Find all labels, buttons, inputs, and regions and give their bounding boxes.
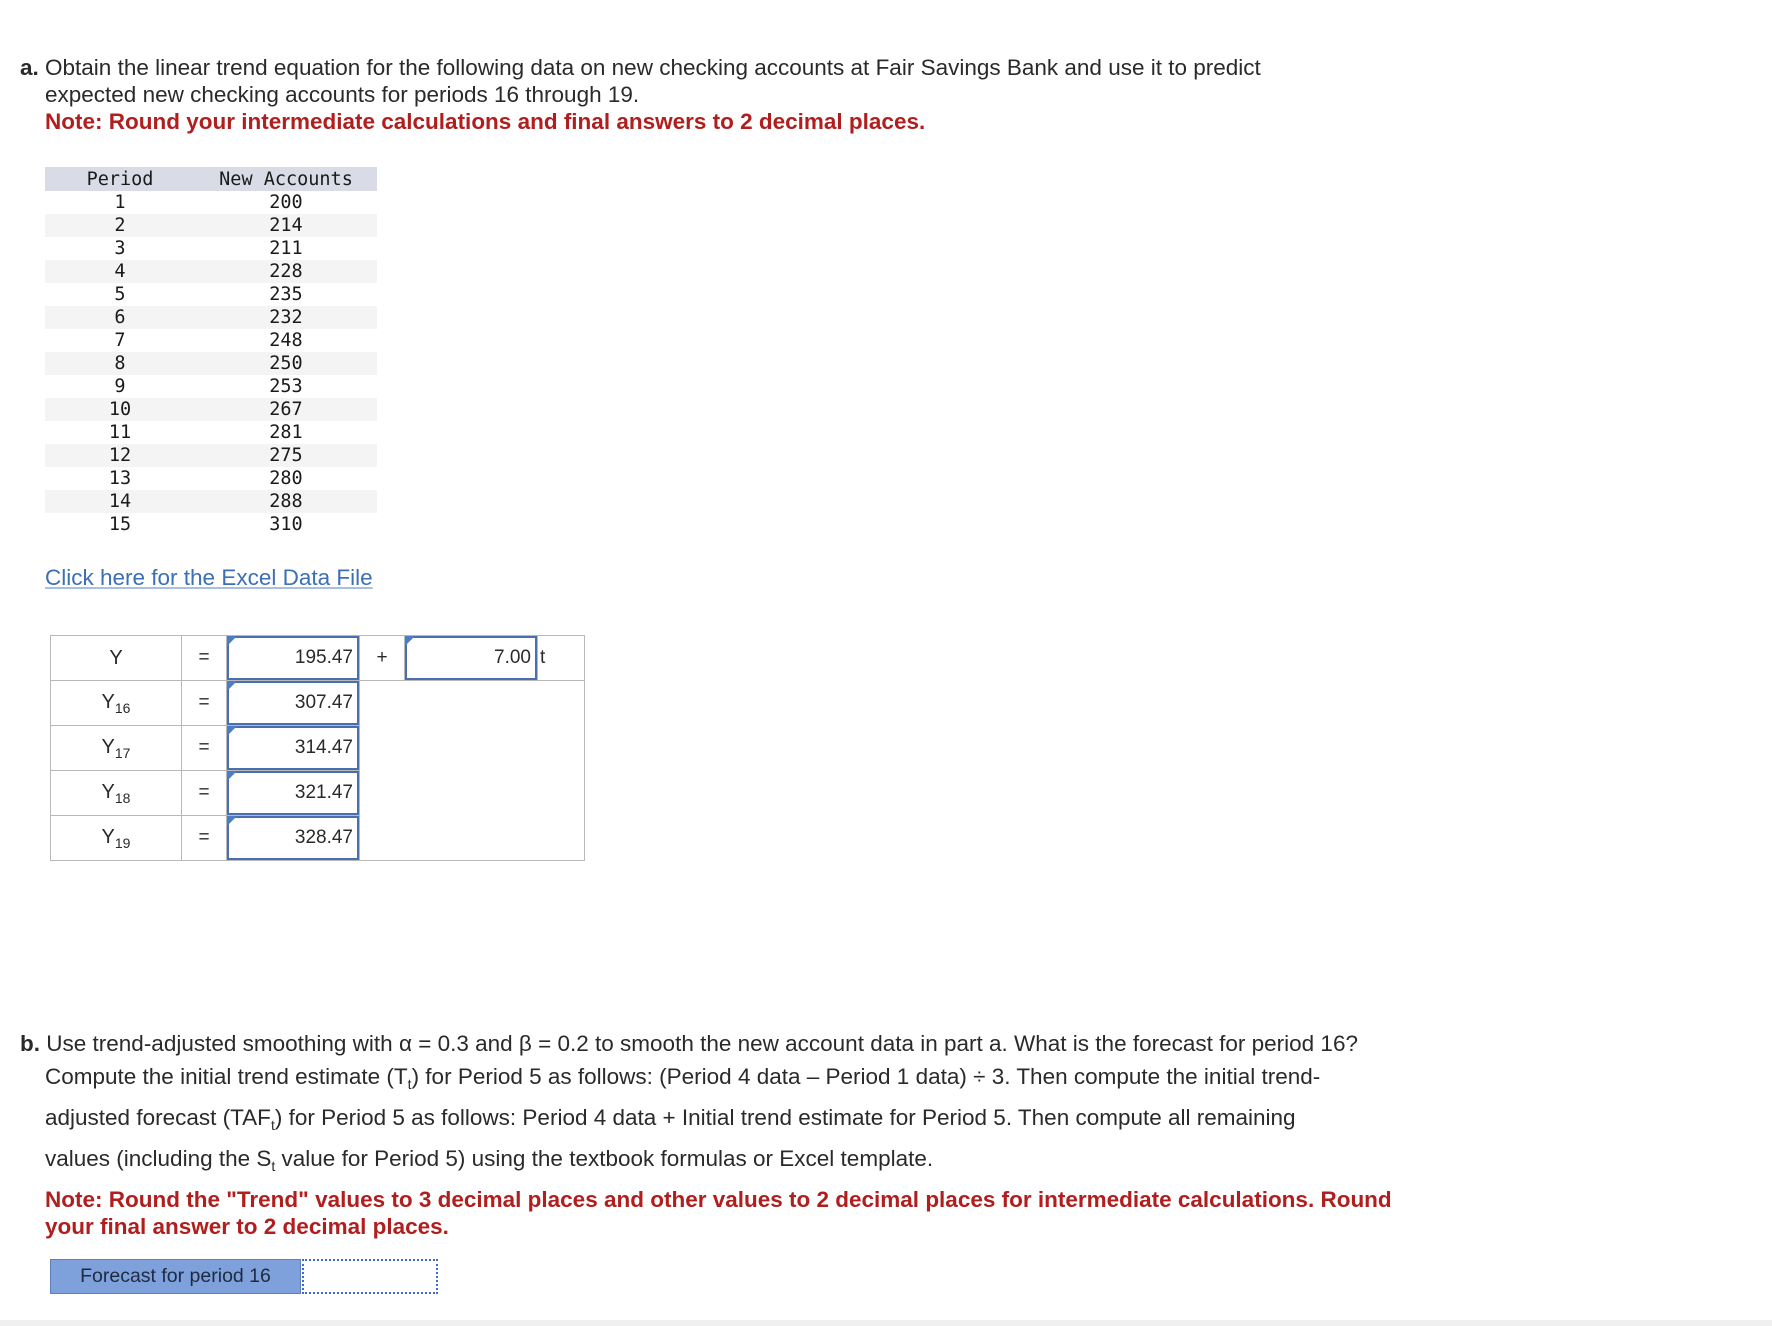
- part-a-question: [20, 54, 1520, 135]
- y-subscript: 19: [114, 834, 131, 851]
- part-b-question: [20, 1027, 1520, 1240]
- y19-label: [51, 816, 182, 861]
- part-b-line2: [20, 1060, 1520, 1101]
- table-row: [45, 490, 377, 513]
- answer-marker-icon: [227, 726, 237, 736]
- part-b-text3b: ) for Period 5 as follows: Period 4 data + Initial trend estimate for Period 5. Then compute all remaining: [274, 1105, 1296, 1130]
- answer-table: [50, 635, 585, 861]
- period-cell: 7: [114, 330, 126, 351]
- accounts-cell: 267: [195, 398, 377, 421]
- y-base: Y: [101, 780, 115, 803]
- part-a-label: a.: [20, 55, 39, 80]
- table-row: [45, 260, 377, 283]
- accounts-cell: 235: [269, 284, 303, 305]
- y18-label: [51, 771, 182, 816]
- accounts-cell: 310: [269, 514, 303, 535]
- part-b-note: [20, 1186, 1520, 1240]
- accounts-cell: 200: [269, 192, 303, 213]
- answer-marker-icon: [227, 771, 237, 781]
- slope-input[interactable]: [405, 636, 537, 680]
- y17-value: 314.47: [294, 737, 353, 758]
- table-row: [45, 467, 377, 490]
- blank-cell: [360, 816, 585, 861]
- y17-cell: [227, 726, 360, 771]
- forecast-row: [51, 726, 585, 771]
- table-row: [45, 237, 377, 260]
- part-b-text3a: adjusted forecast (TAF: [45, 1105, 271, 1130]
- table-row: [45, 513, 377, 536]
- y17-input[interactable]: [227, 726, 359, 770]
- accounts-cell: 275: [195, 444, 377, 467]
- answer-marker-icon: [227, 681, 237, 691]
- intercept-cell: [227, 636, 360, 681]
- table-row: [45, 283, 377, 306]
- accounts-cell: 288: [195, 490, 377, 513]
- part-b-text4b: value for Period 5) using the textbook formulas or Excel template.: [275, 1146, 934, 1171]
- period-cell: 3: [114, 238, 126, 259]
- part-b-line3: [20, 1101, 1520, 1142]
- table-row: [45, 421, 377, 444]
- answer-marker-icon: [227, 636, 237, 646]
- y16-label: [51, 681, 182, 726]
- period-cell: 11: [108, 422, 132, 443]
- period-cell: 12: [45, 444, 195, 467]
- y16-value: 307.47: [294, 692, 353, 713]
- period-cell: 6: [45, 306, 195, 329]
- trend-equation-row: [51, 636, 585, 681]
- part-b-text2a: Compute the initial trend estimate (T: [45, 1064, 408, 1089]
- part-b-label: b.: [20, 1031, 40, 1056]
- y-base: Y: [101, 825, 115, 848]
- part-b-text4a: values (including the S: [45, 1146, 272, 1171]
- accounts-cell: 250: [195, 352, 377, 375]
- part-a-note: Note: Round your intermediate calculations and final answers to 2 decimal places.: [45, 109, 926, 134]
- data-table-header: [45, 167, 377, 191]
- period-cell: 8: [45, 352, 195, 375]
- header-period: Period: [45, 167, 195, 191]
- accounts-cell: 281: [269, 422, 303, 443]
- part-b-text1: Use trend-adjusted smoothing with α = 0.3 and β = 0.2 to smooth the new account data in part a. What is the forecast for period 16?: [46, 1031, 1358, 1056]
- equals-sign: =: [182, 771, 227, 816]
- y18-cell: [227, 771, 360, 816]
- equals-sign: =: [182, 816, 227, 861]
- accounts-cell: 211: [269, 238, 303, 259]
- accounts-cell: 253: [269, 376, 303, 397]
- period-cell: 1: [114, 192, 126, 213]
- y-subscript: 18: [114, 789, 131, 806]
- equals-sign: =: [182, 681, 227, 726]
- accounts-cell: 214: [195, 214, 377, 237]
- y19-value: 328.47: [294, 827, 353, 848]
- period-cell: 15: [108, 514, 132, 535]
- table-row: [45, 329, 377, 352]
- y19-cell: [227, 816, 360, 861]
- bottom-divider: [0, 1320, 1772, 1326]
- t-suffix: t: [538, 636, 585, 681]
- y-base: Y: [101, 735, 115, 758]
- part-a-line1: [20, 54, 1520, 81]
- forecast-16-label: Forecast for period 16: [50, 1259, 301, 1294]
- answer-marker-icon: [227, 816, 237, 826]
- part-a-line2: expected new checking accounts for periods 16 through 19.: [45, 82, 640, 107]
- y16-input[interactable]: [227, 681, 359, 725]
- subscript-t: t: [270, 1117, 275, 1133]
- period-cell: 4: [45, 260, 195, 283]
- slope-cell: [405, 636, 538, 681]
- intercept-value: 195.47: [294, 647, 353, 668]
- answer-marker-icon: [405, 636, 415, 646]
- y-subscript: 16: [114, 699, 131, 716]
- plus-sign: +: [360, 636, 405, 681]
- part-b-line4: [20, 1142, 1520, 1183]
- subscript-t: t: [407, 1076, 412, 1092]
- accounts-cell: 232: [195, 306, 377, 329]
- table-row: [45, 306, 377, 329]
- table-row: [45, 214, 377, 237]
- forecast-row: [51, 816, 585, 861]
- period-cell: 9: [114, 376, 126, 397]
- part-a-text1: Obtain the linear trend equation for the following data on new checking accounts at Fair Savings Bank and use it to predict: [45, 55, 1261, 80]
- part-b-note-line2: your final answer to 2 decimal places.: [45, 1214, 449, 1239]
- part-b-line1: [20, 1027, 1520, 1060]
- accounts-cell: 248: [269, 330, 303, 351]
- y17-label: [51, 726, 182, 771]
- y18-input[interactable]: [227, 771, 359, 815]
- forecast-16-input[interactable]: [302, 1259, 438, 1294]
- y16-cell: [227, 681, 360, 726]
- y-subscript: 17: [114, 744, 131, 761]
- table-row: [45, 352, 377, 375]
- data-table: [45, 167, 377, 536]
- period-cell: 13: [108, 468, 132, 489]
- forecast-row: [51, 771, 585, 816]
- table-row: [45, 375, 377, 398]
- table-row: [45, 398, 377, 421]
- period-cell: 14: [45, 490, 195, 513]
- accounts-cell: 228: [195, 260, 377, 283]
- equals-sign: =: [182, 636, 227, 681]
- blank-cell: [360, 726, 585, 771]
- period-cell: 10: [45, 398, 195, 421]
- slope-value: 7.00: [494, 647, 531, 668]
- table-row: [45, 191, 377, 214]
- table-row: [45, 444, 377, 467]
- part-b-note-line1: Note: Round the "Trend" values to 3 decimal places and other values to 2 decimal places for intermediate calculations. Round: [45, 1187, 1392, 1212]
- header-new-accounts: New Accounts: [195, 167, 377, 191]
- subscript-t: t: [271, 1158, 276, 1174]
- y18-value: 321.47: [294, 782, 353, 803]
- y19-input[interactable]: [227, 816, 359, 860]
- y-label: Y: [51, 636, 182, 681]
- blank-cell: [360, 771, 585, 816]
- period-cell: 2: [45, 214, 195, 237]
- part-b-text2b: ) for Period 5 as follows: (Period 4 data – Period 1 data) ÷ 3. Then compute the initial trend-: [411, 1064, 1321, 1089]
- equals-sign: =: [182, 726, 227, 771]
- period-cell: 5: [114, 284, 126, 305]
- forecast-row: [51, 681, 585, 726]
- y-base: Y: [101, 690, 115, 713]
- forecast-16-row: [50, 1259, 438, 1294]
- excel-data-file-link[interactable]: Click here for the Excel Data File: [45, 565, 373, 590]
- accounts-cell: 280: [269, 468, 303, 489]
- blank-cell: [360, 681, 585, 726]
- intercept-input[interactable]: [227, 636, 359, 680]
